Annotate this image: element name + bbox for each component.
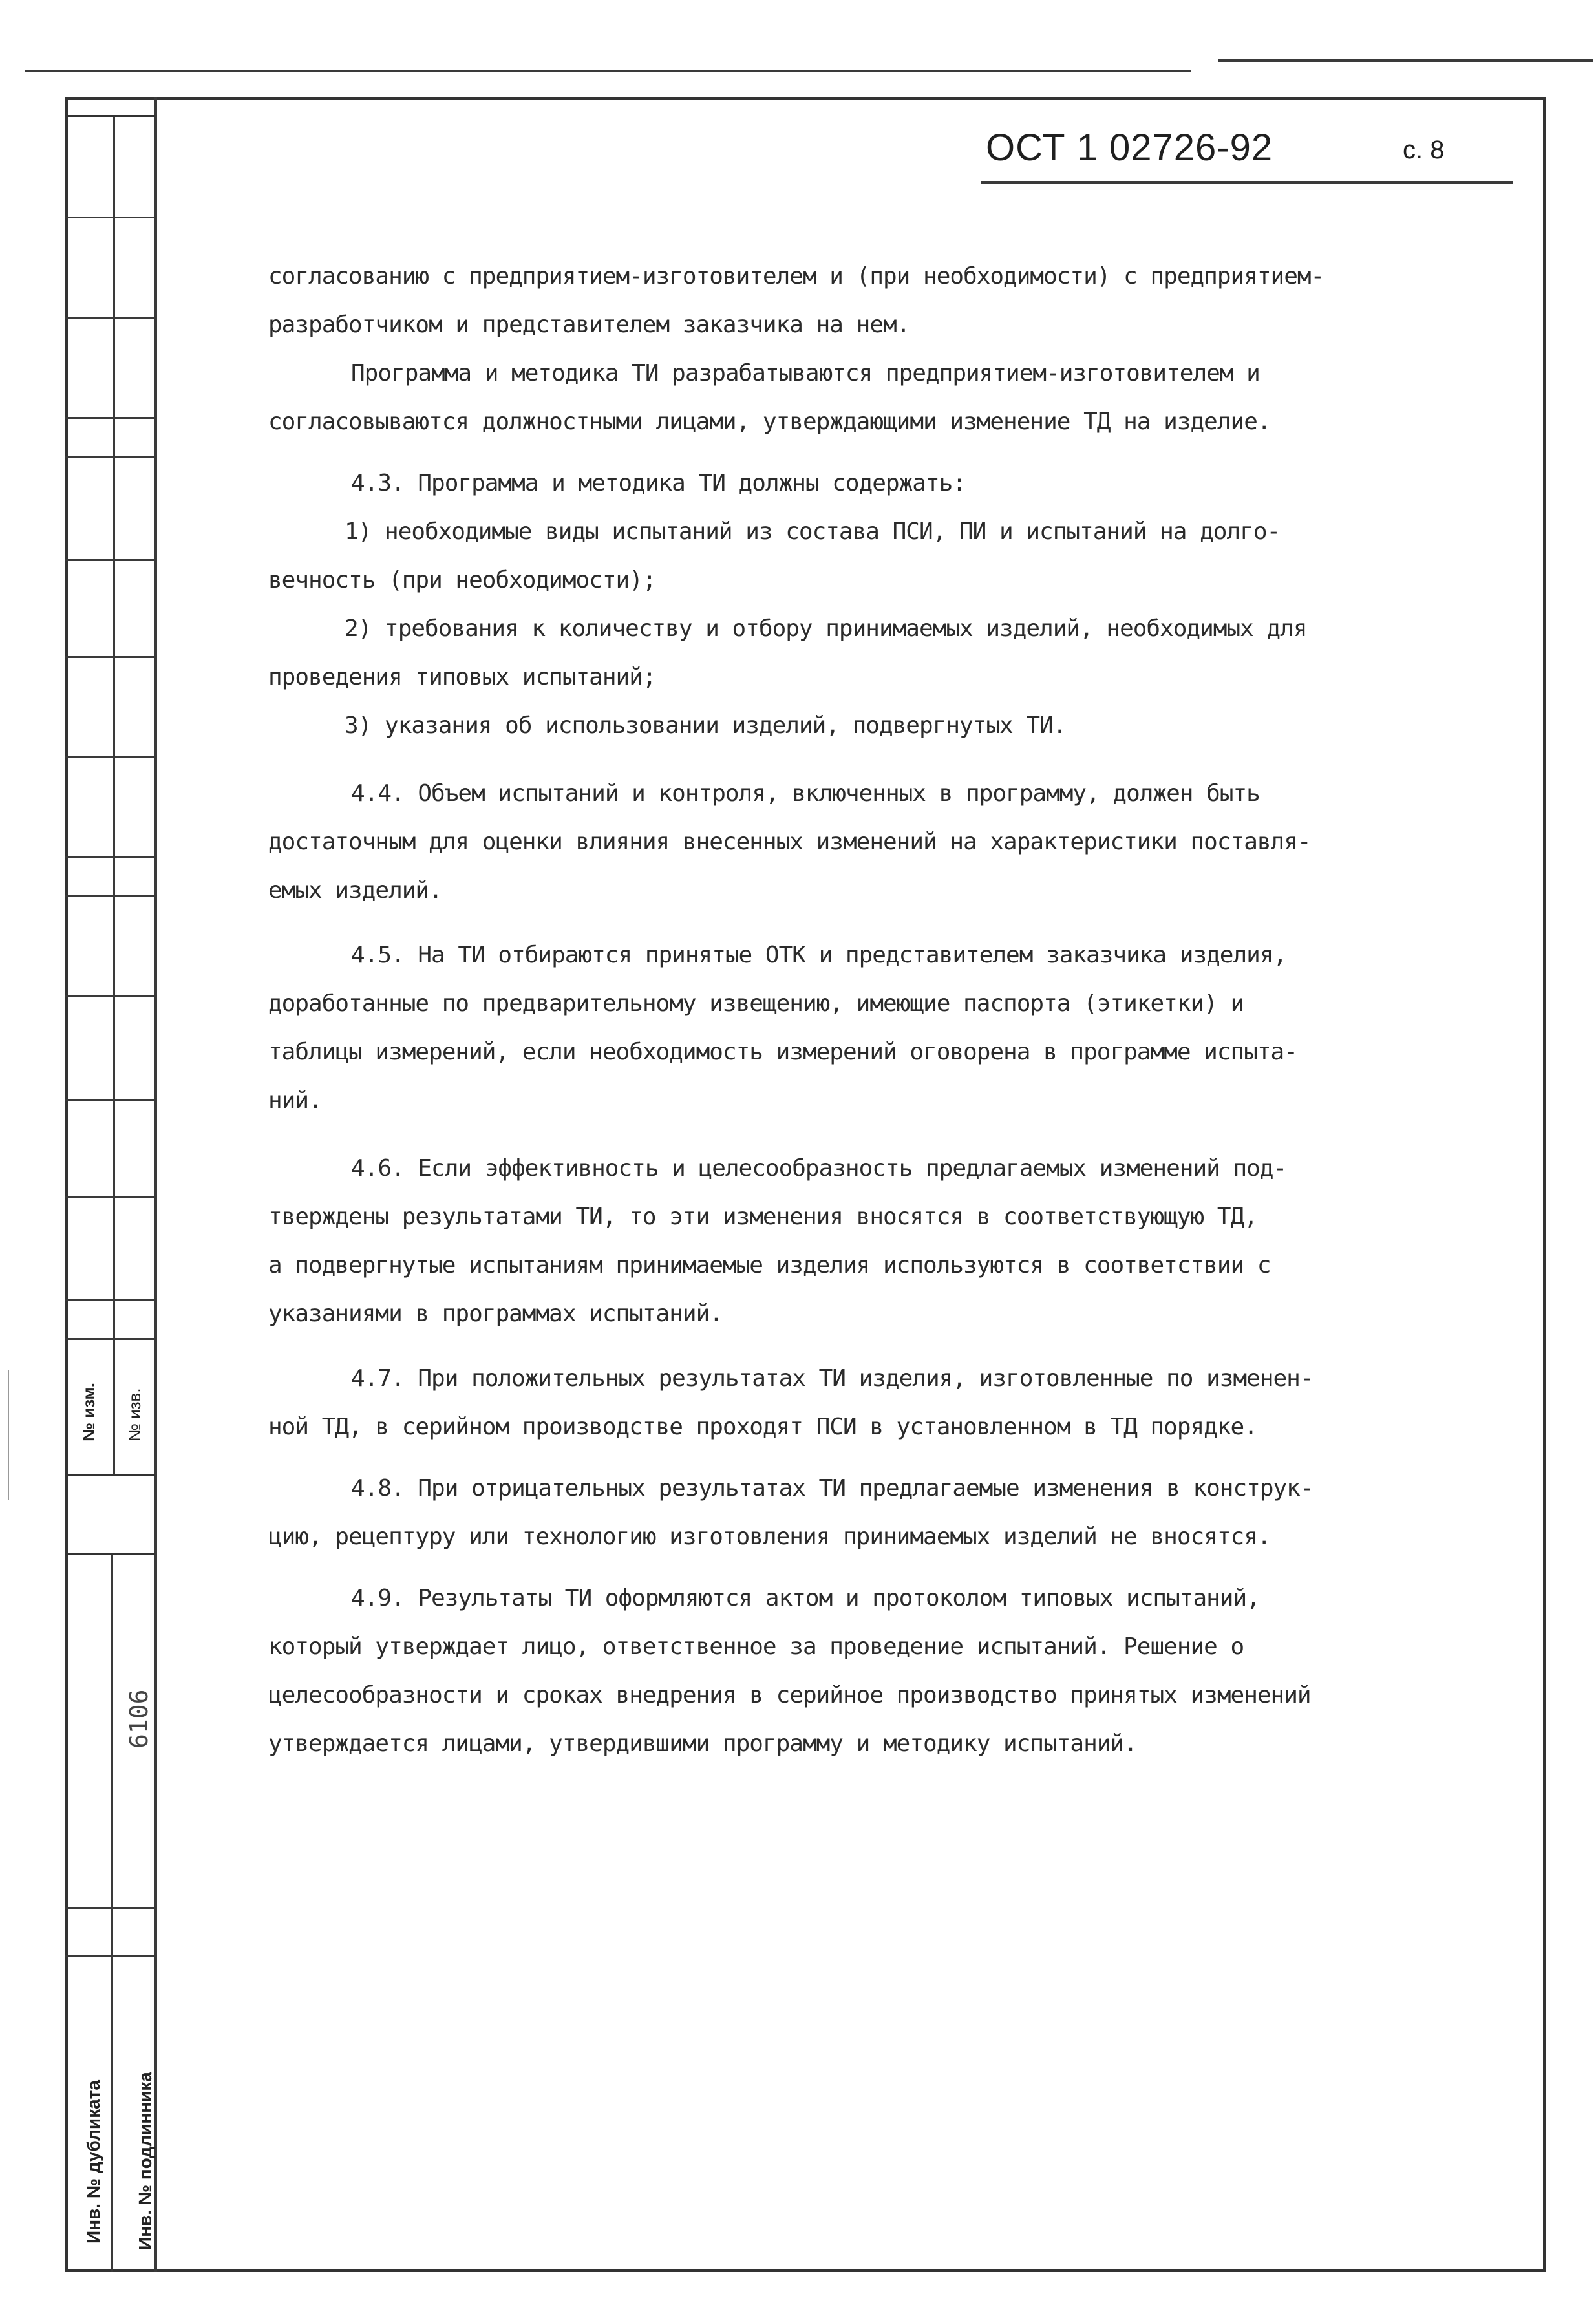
stamp-original-label: Инв. № подлинника	[135, 2072, 155, 2250]
text-line: вечность (при необходимости);	[268, 567, 656, 593]
paragraph-4	[268, 769, 1432, 915]
text-line: 1) необходимые виды испытаний из состава ПСИ, ПИ и испытаний на долго-	[345, 518, 1281, 545]
text-line: разработчиком и представителем заказчика на нем.	[268, 312, 910, 338]
page-label: с. 8	[1403, 136, 1445, 164]
text-line: достаточным для оценки влияния внесенных изменений на характеристики поставля-	[268, 829, 1311, 855]
paragraph-3	[268, 459, 1432, 750]
paragraph-1	[268, 252, 1432, 349]
stamp-original-number: 6106	[125, 1689, 153, 1749]
stamp-row-line	[65, 217, 155, 218]
paragraph-5	[268, 931, 1432, 1125]
stamp-row-line	[65, 456, 155, 458]
stamp-row-line	[65, 995, 155, 997]
stamp-row-line	[65, 656, 155, 658]
top-edge-line-right	[1218, 59, 1593, 62]
text-line: проведения типовых испытаний;	[268, 664, 656, 690]
stamp-row-line	[65, 1338, 155, 1340]
stamp-row-line	[65, 756, 155, 758]
text-line: 4.9. Результаты ТИ оформляются актом и протоколом типовых испытаний,	[351, 1585, 1260, 1611]
text-line: 4.5. На ТИ отбираются принятые ОТК и представителем заказчика изделия,	[351, 942, 1287, 968]
stamp-row-line	[65, 1196, 155, 1198]
stamp-row-line	[65, 559, 155, 561]
text-line: ной ТД, в серийном производстве проходят ПСИ в установленном в ТД порядке.	[268, 1414, 1257, 1440]
stamp-row-line	[65, 317, 155, 319]
text-line: 2) требования к количеству и отбору принимаемых изделий, необходимых для	[345, 615, 1307, 642]
text-line: таблицы измерений, если необходимость измерений оговорена в программе испыта-	[268, 1039, 1297, 1065]
text-line: 4.3. Программа и методика ТИ должны содержать:	[351, 470, 966, 496]
text-line: доработанные по предварительному извещению, имеющие паспорта (этикетки) и	[268, 990, 1244, 1017]
stamp-izv-label: № изв.	[125, 1388, 144, 1441]
text-line: ний.	[268, 1087, 322, 1114]
text-line: согласовываются должностными лицами, утверждающими изменение ТД на изделие.	[268, 409, 1271, 435]
stamp-row-line	[65, 417, 155, 419]
text-line: 4.8. При отрицательных результатах ТИ предлагаемые изменения в конструк-	[351, 1475, 1314, 1502]
header-underline	[981, 181, 1513, 184]
stamp-duplicate-label: Инв. № дубликата	[83, 2080, 103, 2244]
text-line: а подвергнутые испытаниям принимаемые изделия используются в соответствии с	[268, 1252, 1271, 1279]
text-line: емых изделий.	[268, 877, 442, 904]
stamp-row-line	[65, 1907, 155, 1909]
text-line: целесообразности и сроках внедрения в серийное производство принятых изменений	[268, 1682, 1311, 1708]
paragraph-9	[268, 1574, 1432, 1768]
stamp-frame-upper	[65, 115, 155, 1476]
text-line: 4.4. Объем испытаний и контроля, включенных в программу, должен быть	[351, 780, 1260, 807]
text-line: 4.6. Если эффективность и целесообразность предлагаемых изменений под-	[351, 1155, 1287, 1182]
paragraph-6	[268, 1144, 1432, 1338]
scan-mark	[8, 1370, 9, 1500]
stamp-row-line	[65, 1299, 155, 1301]
paragraph-7	[268, 1354, 1432, 1451]
paragraph-8	[268, 1464, 1432, 1561]
stamp-izm-label: № изм.	[79, 1383, 98, 1441]
text-line: тверждены результатами ТИ, то эти изменения вносятся в соответствующую ТД,	[268, 1204, 1257, 1230]
text-line: 4.7. При положительных результатах ТИ изделия, изготовленные по изменен-	[351, 1365, 1314, 1392]
text-line: Программа и методика ТИ разрабатываются предприятием-изготовителем и	[351, 360, 1260, 387]
text-line: указаниями в программах испытаний.	[268, 1301, 723, 1327]
text-line: цию, рецептуру или технологию изготовления принимаемых изделий не вносятся.	[268, 1524, 1271, 1550]
text-line: утверждается лицами, утвердившими программу и методику испытаний.	[268, 1730, 1137, 1757]
paragraph-2	[268, 349, 1432, 446]
text-line: который утверждает лицо, ответственное за проведение испытаний. Решение о	[268, 1633, 1244, 1660]
stamp-row-line	[65, 856, 155, 858]
top-edge-line-left	[25, 70, 1191, 72]
doc-number: ОСТ 1 02726-92	[986, 127, 1273, 169]
stamp-row-line	[65, 1955, 155, 1957]
text-line: согласованию с предприятием-изготовителем и (при необходимости) с предприятием-	[268, 263, 1325, 290]
stamp-row-line	[65, 1099, 155, 1101]
text-line: 3) указания об использовании изделий, подвергнутых ТИ.	[345, 712, 1067, 739]
stamp-row-line	[65, 895, 155, 897]
